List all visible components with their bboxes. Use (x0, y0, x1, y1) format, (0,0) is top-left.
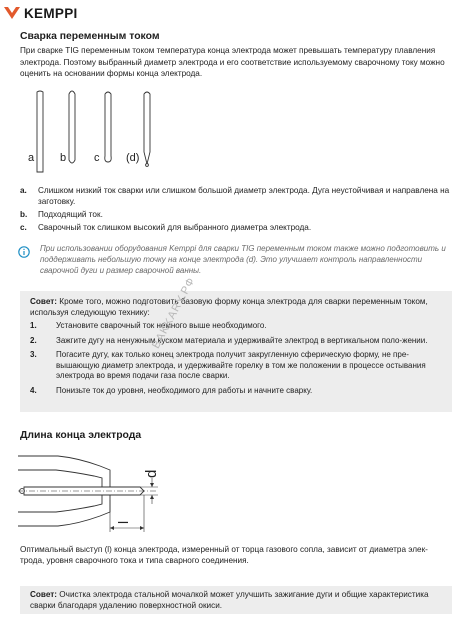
tip-box (20, 291, 452, 412)
dimension-label-d: d (143, 469, 160, 478)
list-item (20, 222, 450, 233)
list-item (20, 185, 450, 207)
list-marker: b. (20, 210, 28, 219)
list-item-text: Слишком низкий ток сварки или слишком большой диаметр электрода. Дуга неустойчивая и направлена на заготовку. (38, 186, 450, 206)
info-note (18, 243, 450, 276)
tip-step (30, 336, 440, 347)
electrode-length-body: Оптимальный выступ (l) конца электрода, измеренный от торца газового сопла, зависит от диаметра элек-трода, уровня сварочного тока и типа сварного соединения. (20, 545, 428, 565)
list-marker: c. (20, 223, 27, 232)
electrode-c (105, 92, 111, 162)
electrode-d-dot (146, 164, 149, 167)
step-text: Погасите дугу, как только конец электрода получит закругленную сферическую форму, не пре-вышающую диаметр электрода, и удерживайте горелку в том же положении в процессе остывания электрода во время подачи газа после сварки. (56, 350, 426, 380)
tip2-intro (30, 590, 444, 611)
brand-name: KEMPPI (24, 5, 78, 21)
tip-step (30, 350, 440, 382)
electrode-shapes-figure (20, 88, 170, 174)
tip-label: Совет: (30, 297, 58, 306)
tip2-text: Очистка электрода стальной мочалкой может улучшить зажигание дуги и общие характеристика сварки благодаря удалению поверхностной окиси. (30, 590, 429, 610)
tip-text: Кроме того, можно подготовить базовую форму конца электрода для сварки переменным током, используя следующую технику: (30, 297, 428, 317)
step-text: Понизьте ток до уровня, необходимого для работы и начните сварку. (56, 385, 313, 395)
kemppi-logo (3, 4, 78, 22)
step-number: 4. (30, 385, 37, 395)
figure-label-d: (d) (126, 152, 140, 164)
kemppi-chevron-icon (3, 5, 21, 21)
electrode-b (69, 91, 75, 163)
tip-intro (30, 296, 440, 318)
list-item-text: Сварочный ток слишком высокий для выбранного диаметра электрода. (38, 223, 312, 232)
electrode-a (37, 91, 43, 172)
info-icon (18, 246, 30, 258)
electrode-stickout-figure (18, 440, 168, 540)
figure-label-c: c (94, 152, 100, 164)
section-title-electrode-length: Длина конца электрода (20, 430, 142, 441)
tip2-label: Совет: (30, 590, 58, 599)
tip-shape-list (20, 185, 450, 233)
step-number: 3. (30, 350, 37, 359)
step-number: 2. (30, 335, 37, 345)
figure-label-b: b (60, 152, 67, 164)
section-title-ac-welding: Сварка переменным током (20, 31, 160, 42)
tip-step (30, 321, 440, 332)
tip-box-2 (20, 586, 452, 614)
step-text: Зажгите дугу на ненужным куском материала и удерживайте электрод в вертикальном поло-жении. (56, 335, 428, 345)
step-text: Установите сварочный ток немного выше необходимого. (56, 321, 267, 330)
note-text: При использовании оборудования Kemppi для сварки TIG переменным током также можно подготовить и поддерживать небольшую точку на конце электрода (d). Это улучшает контроль направленности сварочной дуги и размер сварочной ванны. (40, 244, 446, 275)
list-item (20, 209, 450, 220)
electrode-d (144, 92, 150, 164)
list-marker: a. (20, 186, 27, 195)
tip-steps (30, 321, 440, 400)
figure-label-a: a (28, 152, 35, 164)
section-intro: При сварке TIG переменным током температура конца электрода может превышать температуру плавления электрода. Поэтому выбранный диаметр электрода и его соответствие используемому сварочному току можно оценить на основании формы конца электрода. (20, 46, 445, 78)
tip-step (30, 386, 440, 397)
watermark: BAKKARY.РФ (150, 275, 198, 351)
list-item-text: Подходящий ток. (38, 210, 103, 219)
step-number: 1. (30, 321, 37, 330)
dimension-label-l: l (115, 520, 131, 524)
